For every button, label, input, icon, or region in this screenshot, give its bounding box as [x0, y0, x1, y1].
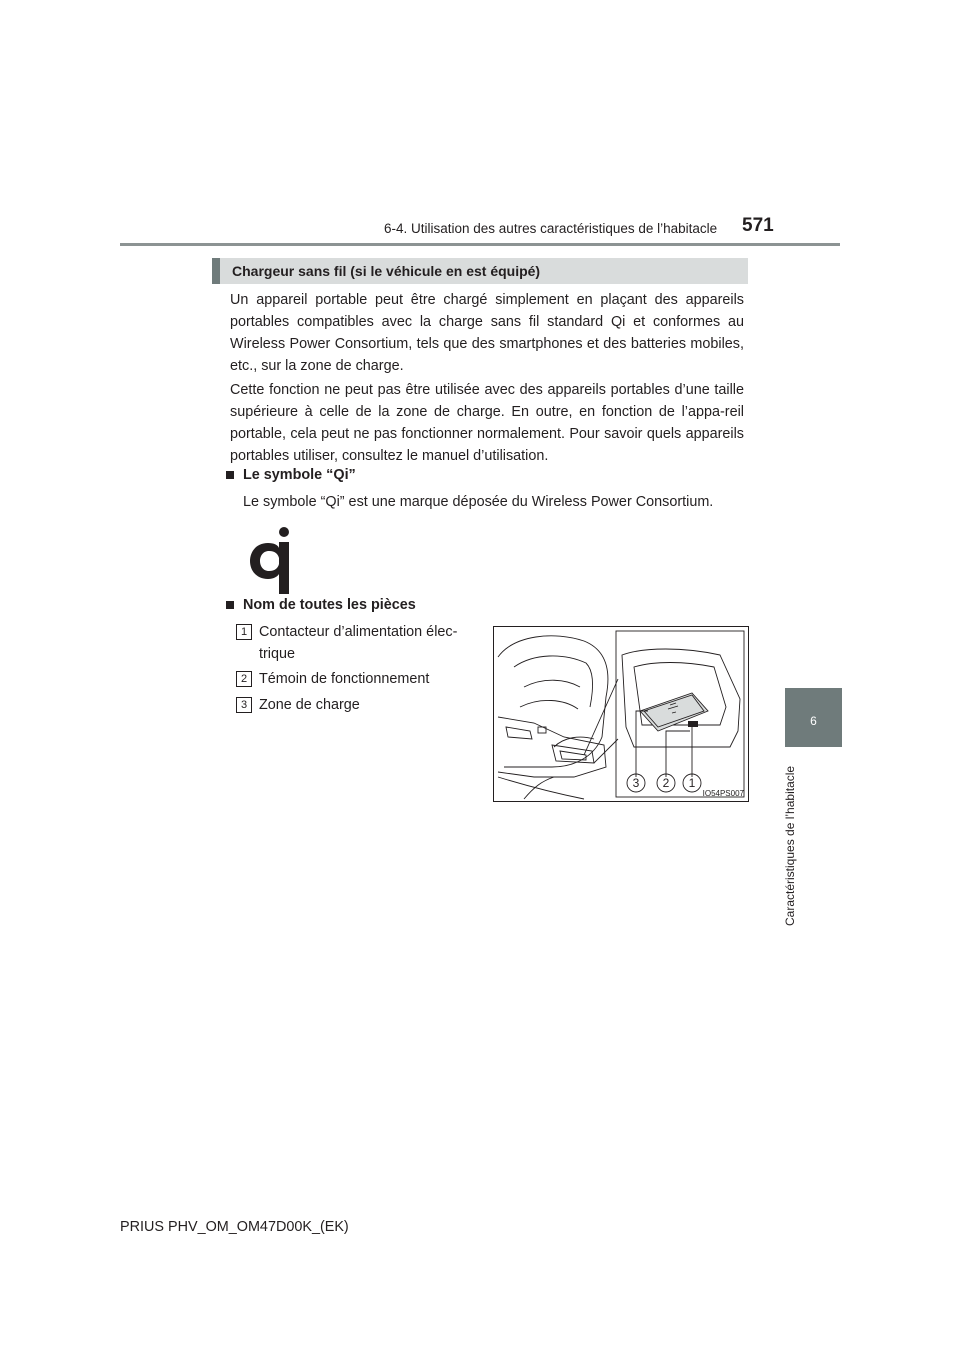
square-bullet-icon — [226, 471, 234, 479]
header-rule — [120, 243, 840, 246]
qi-logo-icon — [248, 526, 296, 596]
square-bullet-icon — [226, 601, 234, 609]
paragraph-intro: Un appareil portable peut être chargé simplement en plaçant des appareils portables compatibles avec la charge sans fil standard Qi et conformes au Wireless Power Consortium, tels que des smartphones et des batteries mobiles, etc., sur la zone de charge. — [230, 292, 744, 374]
callout-3: 3 — [632, 776, 640, 790]
footer-doc-code: PRIUS PHV_OM_OM47D00K_(EK) — [120, 1219, 349, 1235]
page-number: 571 — [742, 215, 774, 236]
callout-1: 1 — [688, 776, 696, 790]
part-number-badge: 3 — [236, 697, 252, 713]
header-section-title: 6-4. Utilisation des autres caractéristiques de l’habitacle — [384, 221, 718, 236]
qi-symbol-description: Le symbole “Qi” est une marque déposée du Wireless Power Consortium. — [243, 494, 714, 510]
section-heading-bar — [212, 258, 220, 284]
chapter-tab-number: 6 — [810, 714, 817, 728]
console-drawing — [494, 627, 748, 801]
section-heading-box — [212, 258, 748, 284]
paragraph-limitations: Cette fonction ne peut pas être utilisée avec des appareils portables d’une taille supérieure à celle de la zone de charge. En outre, en fonction de l’appa-reil portable, cela peut ne pas fonctionner normalement. Pour savoir quels appareils portables utiliser, consultez le manuel d’utilisation. — [230, 382, 744, 464]
part-number-badge: 2 — [236, 671, 252, 687]
section-heading-title: Chargeur sans fil (si le véhicule en est équipé) — [232, 263, 541, 279]
callout-2: 2 — [662, 776, 670, 790]
illustration-code: IO54PS007 — [702, 789, 744, 798]
part-label: Contacteur d’alimentation élec-trique — [259, 624, 458, 662]
part-number-badge: 1 — [236, 624, 252, 640]
chapter-side-label: Caractéristiques de l’habitacle — [783, 765, 797, 926]
part-label: Témoin de fonctionnement — [259, 671, 430, 687]
subheading-qi-text: Le symbole “Qi” — [243, 467, 356, 483]
wireless-charger-illustration — [493, 626, 749, 802]
part-label: Zone de charge — [259, 697, 360, 713]
subheading-qi-symbol — [226, 467, 356, 483]
subheading-parts — [226, 597, 416, 613]
subheading-parts-text: Nom de toutes les pièces — [243, 597, 416, 613]
